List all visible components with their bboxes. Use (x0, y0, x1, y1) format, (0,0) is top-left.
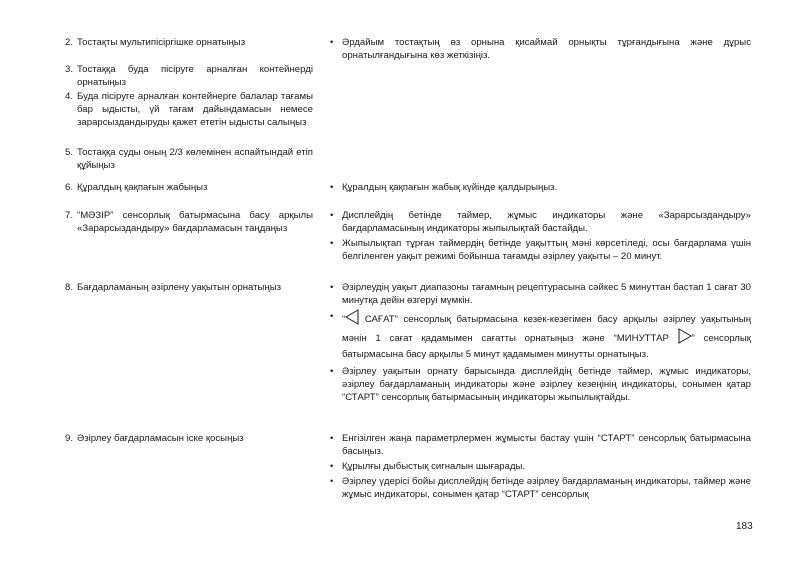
open-quote: “ (342, 314, 346, 325)
step-item (65, 90, 313, 129)
triangle-right-icon (678, 328, 692, 344)
step-number: 7. (65, 210, 74, 221)
bullet-item (330, 36, 751, 62)
bullet-item (330, 181, 751, 194)
bullet-text: Әрдайым тостақтың өз орнына қисаймай орнықты тұрғандығына және дұрыс орнатылғандығына көз жеткізіңіз. (342, 37, 751, 61)
step-text: Тостақты мультипісіргішке орнатыңыз (77, 37, 246, 48)
bullet-text: Дисплейдің бетінде таймер, жұмыс индикаторы және «Зарарсыздандыру» бағдарламасының индикаторы жыпылықтай бастайды. (342, 210, 751, 234)
bullet-dot: • (330, 366, 334, 377)
step-number: 9. (65, 433, 74, 444)
bullet-dot: • (330, 210, 334, 221)
bullet-item (330, 365, 751, 404)
step-item (65, 432, 313, 445)
bullet-dot: • (330, 476, 334, 487)
step-item (65, 146, 313, 172)
bullet-text: Енгізілген жаңа параметрлермен жұмысты бастау үшін “СТАРТ” сенсорлық батырмасына басыңыз. (342, 433, 751, 457)
bullet-text: ” сенсорлық батырмасына басу арқылы 5 минут қадамымен минутты орнатыңыз. (342, 333, 751, 360)
bullet-item (330, 432, 751, 458)
bullet-list (330, 209, 751, 265)
bullet-dot: • (330, 182, 334, 193)
step-number: 3. (65, 64, 74, 75)
bullet-text: Құрылғы дыбыстық сигналын шығарады. (342, 461, 526, 472)
bullet-list (330, 281, 751, 406)
step-number: 5. (65, 147, 74, 158)
bullet-item (330, 309, 751, 363)
bullet-item (330, 237, 751, 263)
bullet-dot: • (330, 433, 334, 444)
bullet-dot: • (330, 461, 334, 472)
step-number: 2. (65, 37, 74, 48)
bullet-dot: • (330, 37, 334, 48)
triangle-left-icon (345, 309, 359, 325)
bullet-item (330, 475, 751, 501)
step-item (65, 181, 313, 194)
step-item (65, 63, 313, 89)
bullet-list (330, 181, 751, 196)
step-text: “МӘЗІР” сенсорлық батырмасына басу арқылы «Зарарсыздандыру» бағдарламасын таңдаңыз (77, 210, 313, 234)
bullet-list (330, 36, 751, 64)
bullet-text: Әзірлеу уақытын орнату барысында дисплейдің бетінде таймер, жұмыс индикаторы, әзірлеу бағдарламаның индикаторы және әзірлеу кезеңінің индикаторы, сонымен қатар “СТАРТ” сенсорлық батырмасының индикаторы жыпылықтайды. (342, 366, 751, 403)
step-number: 4. (65, 91, 74, 102)
step-number: 8. (65, 282, 74, 293)
bullet-text: Әзірлеудің уақыт диапазоны тағамның рецептурасына сәйкес 5 минуттан бастап 1 сағат 30 минутқа дейін өзгеруі мүмкін. (342, 282, 751, 306)
step-item (65, 209, 313, 235)
bullet-dot: • (330, 282, 334, 293)
page-number: 183 (736, 521, 753, 532)
step-text: Бағдарламаның әзірлену уақытын орнатыңыз (77, 282, 282, 293)
step-item (65, 36, 313, 49)
bullet-text: Әзірлеу үдерісі бойы дисплейдің бетінде әзірлеу бағдарламаның индикаторы, таймер және жұмыс индикаторы, сонымен қатар “СТАРТ” сенсорлық (342, 476, 751, 500)
bullet-dot: • (330, 311, 334, 322)
bullet-item (330, 209, 751, 235)
step-text: Құралдың қақпағын жабыңыз (77, 182, 208, 193)
bullet-item (330, 460, 751, 473)
bullet-text: сенсорлық батырмасына кезек-кезегімен басу арқылы әзірлеу уақытының мәнін 1 сағат қадамымен сағатты орнатыңыз және “МИНУТТАР (342, 314, 752, 344)
step-text: Буда пісіруге арналған контейнерге балалар тағамы бар ыдысты, үй тағам дайындамасын немесе зарарсыздандыруды қажет ететін ыдысты салыңыз (77, 91, 313, 128)
step-number: 6. (65, 182, 74, 193)
step-item (65, 281, 313, 294)
bullet-dot: • (330, 238, 334, 249)
step-text: Әзірлеу бағдарламасын іске қосыңыз (77, 433, 244, 444)
bullet-text: Жыпылықтап тұрған таймердің бетінде уақыттың мәні көрсетіледі, осы бағдарлама үшін белгіленген уақыт режимі бойынша тағамды әзірлеу уақыты – 20 минут. (342, 238, 751, 262)
step-text: Тостаққа суды оның 2/3 көлемінен аспайтындай етіп құйыңыз (77, 147, 313, 171)
bullet-list (330, 432, 751, 503)
bullet-item (330, 281, 751, 307)
bullet-text: Құралдың қақпағын жабық күйінде қалдырыңыз. (342, 182, 558, 193)
step-text: Тостаққа буда пісіруге арналған контейнерді орнатыңыз (77, 64, 313, 88)
hour-button-label: САҒАТ” (359, 314, 398, 325)
